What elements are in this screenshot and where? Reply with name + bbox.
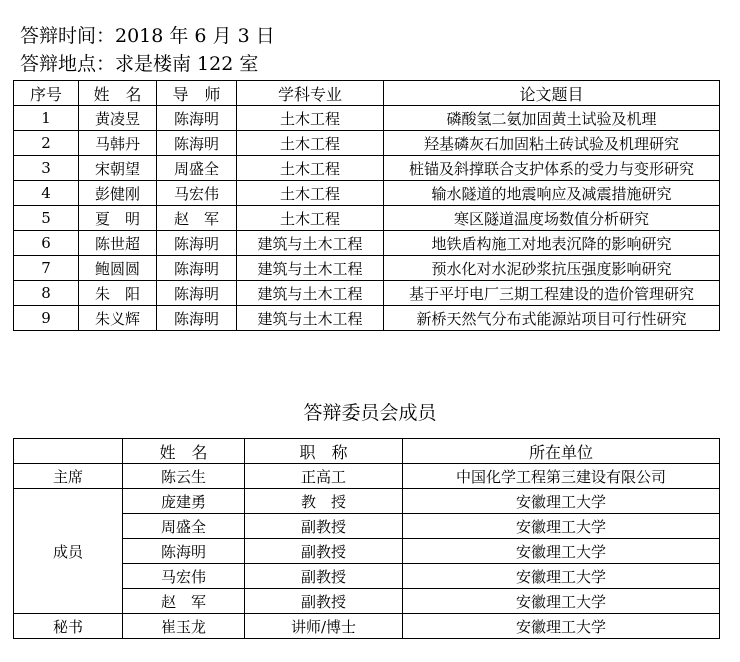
table-row-secretary xyxy=(14,614,720,639)
table-header-row xyxy=(14,439,720,464)
table-row xyxy=(14,281,720,306)
student-name-cell: 宋朝望 xyxy=(79,156,157,181)
col-header-name: 姓 名 xyxy=(79,81,157,106)
advisor-cell: 马宏伟 xyxy=(157,181,237,206)
col-header-advisor: 导 师 xyxy=(157,81,237,106)
table-row xyxy=(14,206,720,231)
advisor-cell: 陈海明 xyxy=(157,281,237,306)
major-cell: 建筑与土木工程 xyxy=(237,231,384,256)
advisor-cell: 周盛全 xyxy=(157,156,237,181)
name-cell: 周盛全 xyxy=(123,514,245,539)
table-row xyxy=(14,306,720,331)
table-row-member xyxy=(14,489,720,514)
name-cell: 马宏伟 xyxy=(123,564,245,589)
rank-cell: 副教授 xyxy=(245,514,403,539)
major-cell: 土木工程 xyxy=(237,131,384,156)
role-cell: 主席 xyxy=(14,464,123,489)
name-cell: 庞建勇 xyxy=(123,489,245,514)
rank-cell: 教 授 xyxy=(245,489,403,514)
advisor-cell: 陈海明 xyxy=(157,256,237,281)
defense-place: 答辩地点：求是楼南 122 室 xyxy=(20,53,259,75)
student-name-cell: 陈世超 xyxy=(79,231,157,256)
name-cell: 赵 军 xyxy=(123,589,245,614)
thesis-title-cell: 基于平圩电厂三期工程建设的造价管理研究 xyxy=(384,281,720,306)
advisor-cell: 陈海明 xyxy=(157,106,237,131)
rank-cell: 副教授 xyxy=(245,539,403,564)
advisor-cell: 陈海明 xyxy=(157,306,237,331)
unit-cell: 安徽理工大学 xyxy=(403,614,720,639)
name-cell: 陈云生 xyxy=(123,464,245,489)
unit-cell: 安徽理工大学 xyxy=(403,539,720,564)
major-cell: 建筑与土木工程 xyxy=(237,256,384,281)
thesis-title-cell: 桩锚及斜撑联合支护体系的受力与变形研究 xyxy=(384,156,720,181)
role-cell: 成员 xyxy=(14,489,123,614)
rank-cell: 副教授 xyxy=(245,564,403,589)
index-cell: 6 xyxy=(14,231,79,256)
thesis-title-cell: 输水隧道的地震响应及减震措施研究 xyxy=(384,181,720,206)
col-header-role xyxy=(14,439,123,464)
rank-cell: 正高工 xyxy=(245,464,403,489)
major-cell: 建筑与土木工程 xyxy=(237,306,384,331)
thesis-title-cell: 预水化对水泥砂浆抗压强度影响研究 xyxy=(384,256,720,281)
unit-cell: 中国化学工程第三建设有限公司 xyxy=(403,464,720,489)
advisor-cell: 赵 军 xyxy=(157,206,237,231)
student-name-cell: 夏 明 xyxy=(79,206,157,231)
student-name-cell: 朱义辉 xyxy=(79,306,157,331)
table-row xyxy=(14,156,720,181)
unit-cell: 安徽理工大学 xyxy=(403,489,720,514)
unit-cell: 安徽理工大学 xyxy=(403,564,720,589)
index-cell: 8 xyxy=(14,281,79,306)
advisor-cell: 陈海明 xyxy=(157,131,237,156)
index-cell: 9 xyxy=(14,306,79,331)
unit-cell: 安徽理工大学 xyxy=(403,589,720,614)
index-cell: 3 xyxy=(14,156,79,181)
col-header-name: 姓 名 xyxy=(123,439,245,464)
index-cell: 7 xyxy=(14,256,79,281)
major-cell: 土木工程 xyxy=(237,156,384,181)
unit-cell: 安徽理工大学 xyxy=(403,514,720,539)
col-header-rank: 职 称 xyxy=(245,439,403,464)
index-cell: 5 xyxy=(14,206,79,231)
table-row xyxy=(14,131,720,156)
defense-schedule-table xyxy=(13,80,720,331)
col-header-unit: 所在单位 xyxy=(403,439,720,464)
major-cell: 土木工程 xyxy=(237,206,384,231)
name-cell: 陈海明 xyxy=(123,539,245,564)
major-cell: 土木工程 xyxy=(237,181,384,206)
table-row xyxy=(14,106,720,131)
index-cell: 1 xyxy=(14,106,79,131)
index-cell: 4 xyxy=(14,181,79,206)
student-name-cell: 黄凌昱 xyxy=(79,106,157,131)
student-name-cell: 朱 阳 xyxy=(79,281,157,306)
rank-cell: 讲师/博士 xyxy=(245,614,403,639)
thesis-title-cell: 磷酸氢二氨加固黄土试验及机理 xyxy=(384,106,720,131)
col-header-thesis: 论文题目 xyxy=(384,81,720,106)
defense-time: 答辩时间：2018 年 6 月 3 日 xyxy=(20,25,275,47)
committee-table xyxy=(13,438,720,639)
student-name-cell: 鲍圆圆 xyxy=(79,256,157,281)
committee-title: 答辩委员会成员 xyxy=(303,402,437,424)
role-cell: 秘书 xyxy=(14,614,123,639)
table-row xyxy=(14,256,720,281)
col-header-major: 学科专业 xyxy=(237,81,384,106)
student-name-cell: 彭健刚 xyxy=(79,181,157,206)
name-cell: 崔玉龙 xyxy=(123,614,245,639)
table-row xyxy=(14,181,720,206)
thesis-title-cell: 羟基磷灰石加固粘土砖试验及机理研究 xyxy=(384,131,720,156)
col-header-index: 序号 xyxy=(14,81,79,106)
major-cell: 土木工程 xyxy=(237,106,384,131)
major-cell: 建筑与土木工程 xyxy=(237,281,384,306)
index-cell: 2 xyxy=(14,131,79,156)
table-row xyxy=(14,231,720,256)
thesis-title-cell: 新桥天然气分布式能源站项目可行性研究 xyxy=(384,306,720,331)
student-name-cell: 马韩丹 xyxy=(79,131,157,156)
table-row-chair xyxy=(14,464,720,489)
advisor-cell: 陈海明 xyxy=(157,231,237,256)
thesis-title-cell: 寒区隧道温度场数值分析研究 xyxy=(384,206,720,231)
rank-cell: 副教授 xyxy=(245,589,403,614)
table-header-row xyxy=(14,81,720,106)
thesis-title-cell: 地铁盾构施工对地表沉降的影响研究 xyxy=(384,231,720,256)
